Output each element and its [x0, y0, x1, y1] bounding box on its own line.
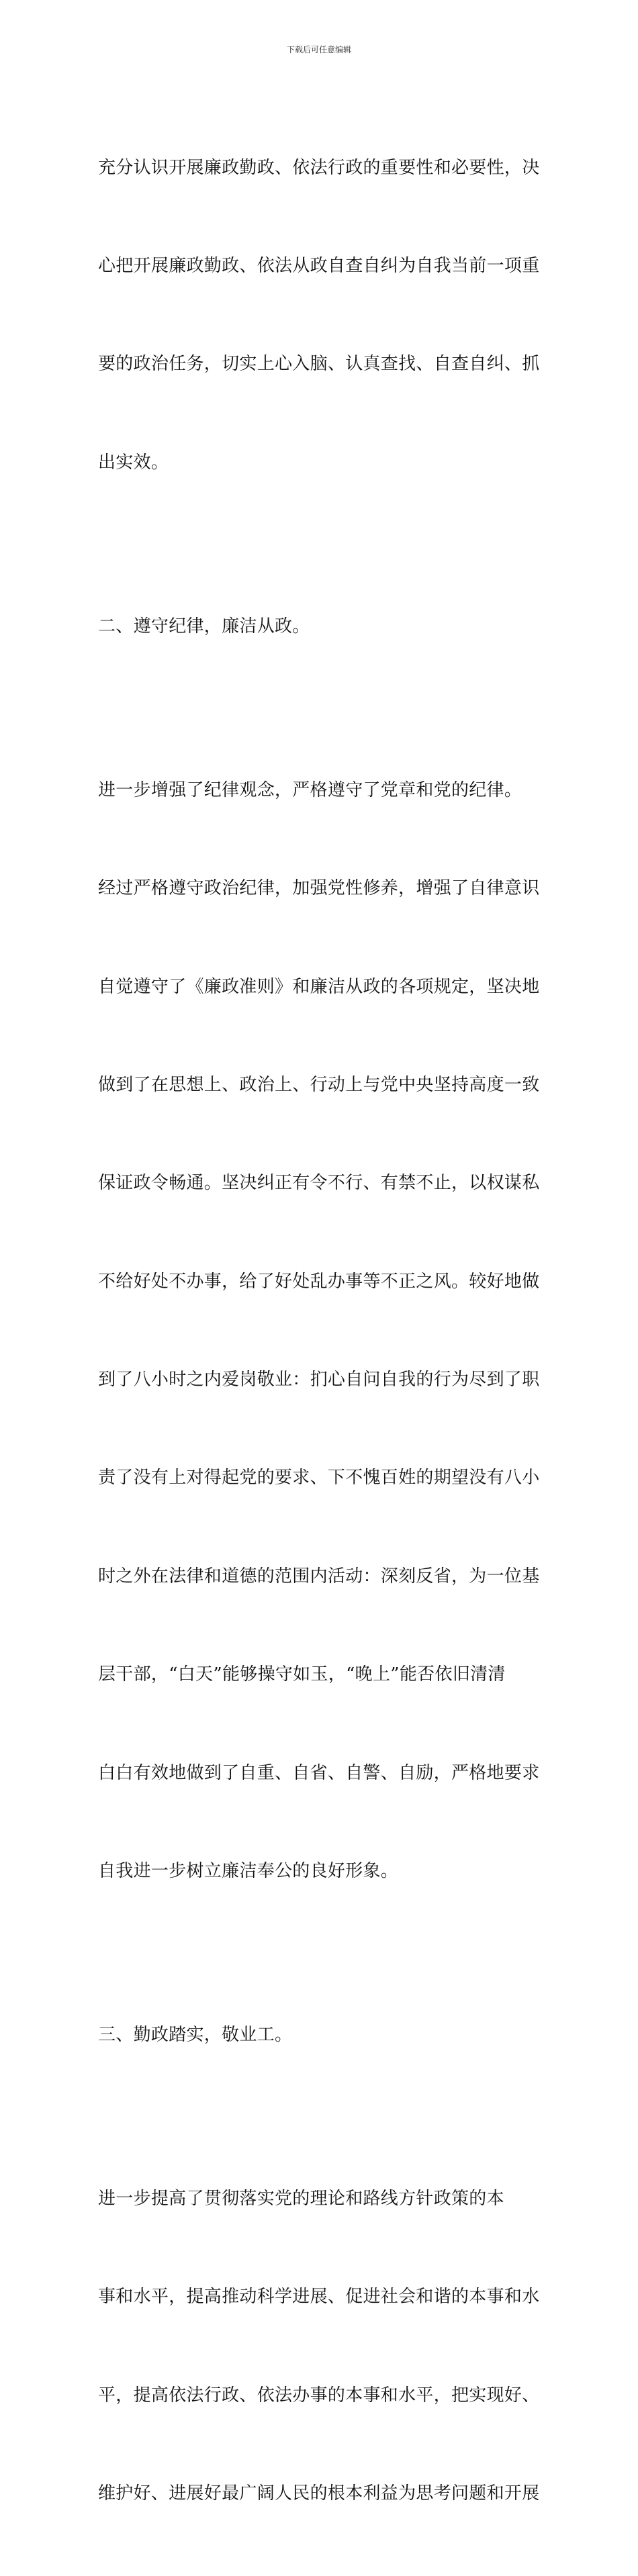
text-line: 层干部，“白天”能够操守如玉，“晚上”能否依旧清清 [98, 1664, 506, 1685]
text-line: 不给好处不办事，给了好处乱办事等不正之风。较好地做 [98, 1271, 540, 1292]
text-line: 心把开展廉政勤政、依法从政自查自纠为自我当前一项重 [98, 255, 540, 276]
text-line: 维护好、进展好最广阔人民的根本利益为思考问题和开展 [98, 2483, 540, 2504]
document-body [98, 86, 555, 2576]
text-line: 三、勤政踏实，敬业工。 [98, 2025, 293, 2046]
text-line: 进一步提高了贯彻落实党的理论和路线方针政策的本 [98, 2189, 504, 2209]
text-line: 事和水平，提高推动科学进展、促进社会和谐的本事和水 [98, 2287, 540, 2307]
text-line: 经过严格遵守政治纪律，加强党性修养，增强了自律意识 [98, 878, 540, 899]
section-heading-2 [98, 544, 555, 708]
paragraph-discipline [98, 708, 555, 1953]
text-line: 责了没有上对得起党的要求、下不愧百姓的期望没有八小 [98, 1468, 540, 1488]
text-line: 要的政治任务，切实上心入脑、认真查找、自查自纠、抓 [98, 354, 540, 375]
text-line: 充分认识开展廉政勤政、依法行政的重要性和必要性，决 [98, 157, 540, 178]
text-line: 自我进一步树立廉洁奉公的良好形象。 [98, 1861, 399, 1882]
text-line: 到了八小时之内爱岗敬业：扪心自问自我的行为尽到了职 [98, 1370, 540, 1390]
paragraph-intro [98, 86, 555, 544]
paragraph-diligence [98, 2117, 555, 2575]
text-line: 时之外在法律和道德的范围内活动：深刻反省，为一位基 [98, 1566, 540, 1586]
text-line: 出实效。 [98, 452, 169, 473]
text-line: 做到了在思想上、政治上、行动上与党中央坚持高度一致 [98, 1074, 540, 1095]
text-line: 二、遵守纪律，廉洁从政。 [98, 616, 310, 636]
text-line: 平，提高依法行政、依法办事的本事和水平，把实现好、 [98, 2385, 540, 2405]
text-line: 保证政令畅通。坚决纠正有令不行、有禁不止，以权谋私 [98, 1173, 540, 1194]
text-line: 进一步增强了纪律观念，严格遵守了党章和党的纪律。 [98, 779, 522, 800]
page-header: 下载后可任意编辑 [286, 45, 351, 54]
text-line: 自觉遵守了《廉政准则》和廉洁从政的各项规定，坚决地 [98, 976, 540, 997]
text-line: 白白有效地做到了自重、自省、自警、自励，严格地要求 [98, 1762, 540, 1783]
section-heading-3 [98, 1953, 555, 2117]
